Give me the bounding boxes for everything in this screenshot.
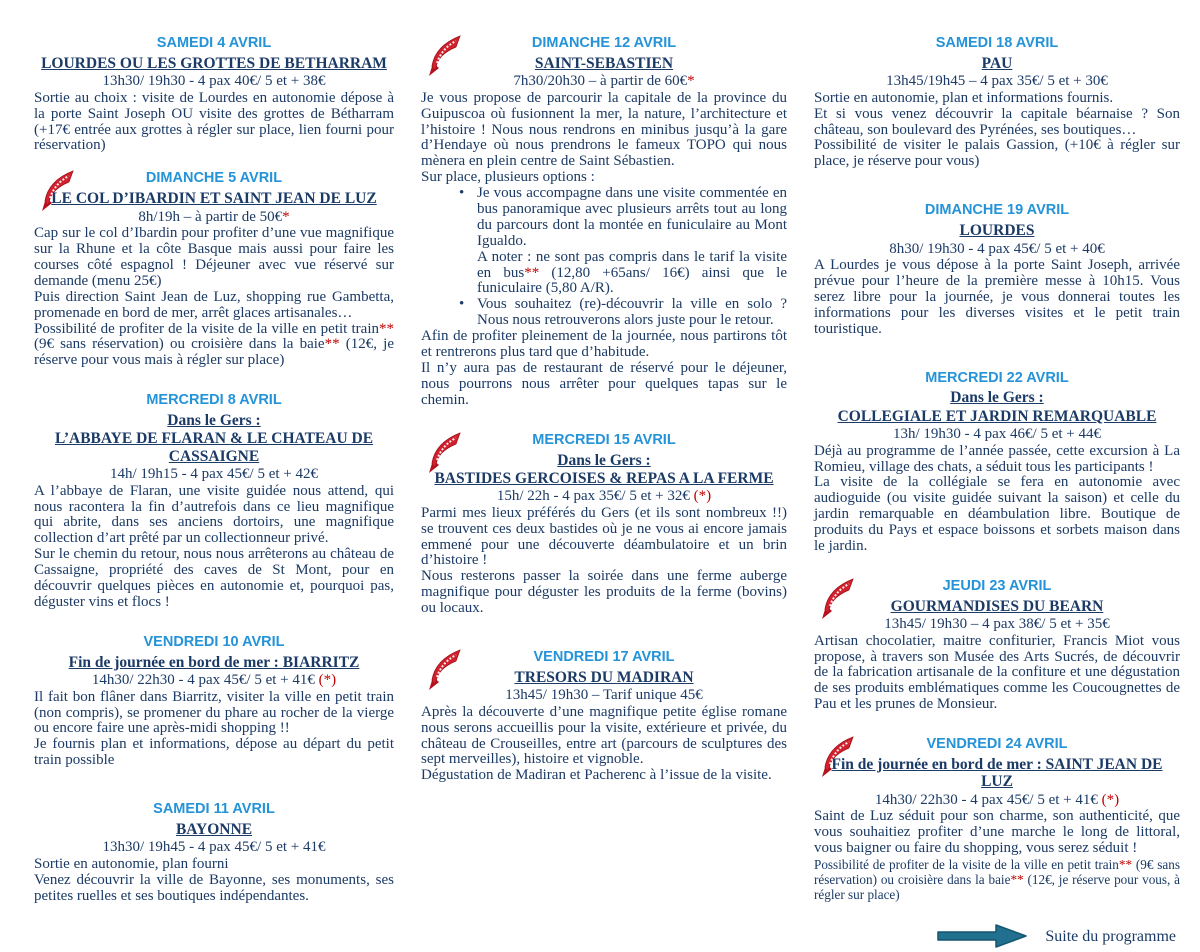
event-paragraph: Nous resterons passer la soirée dans une ferme auberge magnifique pour déguster les produits de la ferme (bovins) ou locaux. [421, 568, 787, 617]
event-title: LOURDES [959, 222, 1035, 240]
event-tariff: 13h30/ 19h30 - 4 pax 40€/ 5 et + 38€ [102, 73, 326, 90]
event-pre-title: Dans le Gers : [557, 451, 651, 469]
event [421, 36, 787, 409]
event-tariff: 13h45/ 19h30 – 4 pax 38€/ 5 et + 35€ [884, 616, 1110, 633]
event [814, 371, 1180, 555]
event-tariff: 8h/19h – à partir de 50€* [138, 208, 290, 225]
red-footnote-marker: ** [524, 264, 540, 281]
event [421, 433, 787, 617]
red-footnote-marker: (*) [318, 672, 337, 689]
event [34, 802, 394, 904]
column [814, 36, 1180, 952]
event-title: Fin de journée en bord de mer : SAINT JEAN DE LUZ [831, 756, 1163, 791]
event-paragraph: Il fait bon flâner dans Biarritz, visiter la ville en petit train (non compris), se promener du phare au rocher de la vierge ou encore faire une après-midi shopping !! [34, 688, 394, 737]
event-title: BASTIDES GERCOISES & REPAS A LA FERME [434, 469, 774, 487]
event-paragraph: Sur le chemin du retour, nous nous arrêterons au château de Cassaigne, propriété des caves de St Mont, pour en découvrir quelques pièces en autonomie et, pourquoi pas, déguster vins et flocs ! [34, 546, 394, 610]
event-pre-title: Dans le Gers : [950, 389, 1044, 407]
event-tariff: 15h/ 22h - 4 pax 35€/ 5 et + 32€ (*) [496, 488, 712, 505]
event-tariff: 8h30/ 19h30 - 4 pax 45€/ 5 et + 40€ [889, 240, 1105, 257]
event-paragraph: Et si vous venez découvrir la capitale béarnaise ? Son château, son boulevard des Pyrénées, ses boutiques… [814, 105, 1180, 138]
event-day: DIMANCHE 5 AVRIL [145, 170, 283, 187]
event-tariff: 14h30/ 22h30 - 4 pax 45€/ 5 et + 41€ (*) [91, 672, 337, 689]
event-paragraph: A l’abbaye de Flaran, une visite guidée nous attend, qui nous racontera la fin d’autrefois dans ce lieu magnifique qui abrite, dans ses anciens dortoirs, une magnifique collection d’art prêté par un collectionneur privé. [34, 482, 394, 547]
event-day: SAMEDI 18 AVRIL [935, 35, 1059, 51]
event-day: SAMEDI 11 AVRIL [153, 801, 275, 818]
event [814, 737, 1180, 902]
event-tariff: 13h45/19h45 – 4 pax 35€/ 5 et + 30€ [886, 73, 1108, 90]
red-footnote-marker: * [687, 73, 695, 90]
new-ribbon-icon [818, 734, 856, 778]
event-title: COLLEGIALE ET JARDIN REMARQUABLE [837, 407, 1157, 425]
event-paragraph: Sur place, plusieurs options : [421, 169, 595, 186]
red-footnote-marker: (*) [1101, 791, 1120, 808]
column [421, 36, 787, 952]
event-day: MERCREDI 8 AVRIL [146, 392, 282, 409]
event [34, 171, 394, 369]
red-footnote-marker: ** [324, 336, 340, 353]
red-footnote-marker: ** [1118, 856, 1133, 872]
event-tariff: 14h30/ 22h30 - 4 pax 45€/ 5 et + 41€ (*) [874, 791, 1120, 808]
event [814, 203, 1180, 337]
event [34, 393, 394, 611]
event-day: SAMEDI 4 AVRIL [156, 35, 272, 51]
event-title: LE COL D’IBARDIN ET SAINT JEAN DE LUZ [51, 190, 377, 208]
event-paragraph: Je fournis plan et informations, dépose au départ du petit train possible [34, 736, 394, 769]
event-day: DIMANCHE 12 AVRIL [531, 35, 677, 51]
event-tariff: 13h/ 19h30 - 4 pax 46€/ 5 et + 44€ [892, 426, 1102, 443]
event-day: JEUDI 23 AVRIL [942, 577, 1052, 594]
new-ribbon-icon [425, 430, 463, 474]
event-paragraph: Possibilité de profiter de la visite de la ville en petit train** (9€ sans réservation) ou croisière dans la baie** (12€, je réserve pour vous, à régler sur place) [814, 856, 1181, 903]
event-paragraph: Puis direction Saint Jean de Luz, shopping rue Gambetta, promenade en bord de mer, arrêt glaces artisanales… [34, 288, 394, 321]
event-paragraph: Cap sur le col d’Ibardin pour profiter d’une vue magnifique sur la Rhune et la côte Basque mais aussi pour faire les courses côté espagnol ! Déjeuner avec vue réservé sur demande (menu 25€) [34, 225, 394, 289]
new-ribbon-icon [425, 647, 463, 691]
event-title: SAINT-SEBASTIEN [534, 54, 674, 72]
event-title: PAU [981, 54, 1013, 72]
event-pre-title: Dans le Gers : [167, 412, 261, 430]
event-tariff: 14h/ 19h15 - 4 pax 45€/ 5 et + 42€ [109, 466, 319, 483]
event-paragraph: Dégustation de Madiran et Pacherenc à l’issue de la visite. [421, 767, 772, 784]
event-paragraph: Afin de profiter pleinement de la journée, nous partirons tôt et rentrerons plus tard que d’habitude. [421, 328, 787, 361]
event-paragraph: Sortie en autonomie, plan et informations fournis. [814, 89, 1114, 106]
new-ribbon-icon [818, 576, 856, 620]
event-paragraph: La visite de la collégiale se fera en autonomie avec audioguide (ou visite guidée suivant la saison) et celle du jardin remarquable en déambulation libre. Boutique de produits du Pays et espace boissons et sorbets maison dans le jardin. [814, 474, 1180, 554]
event [34, 36, 394, 154]
red-footnote-marker: (*) [693, 488, 712, 505]
new-ribbon-icon [425, 33, 463, 77]
event-paragraph: Après la découverte d’une magnifique petite église romane nous serons accueillis pour la visite, extérieure et privée, du château de Crouseilles, entre art (parcours de sculptures des sept merveilles), histoire et vignoble. [421, 703, 787, 768]
event-tariff: 7h30/20h30 – à partir de 60€* [513, 73, 695, 90]
red-footnote-marker: ** [1010, 872, 1024, 888]
event-paragraph: A Lourdes je vous dépose à la porte Saint Joseph, arrivée prévue pour l’heure de la première messe à 10h15. Vous serez libre pour la journée, je vous donnerai toutes les informations pour les diverses visites et le petit train touristique. [814, 257, 1180, 337]
event-paragraph: Artisan chocolatier, maitre confiturier, Francis Miot vous propose, à travers son Musée des Arts Sucrés, de découvrir de la fabrication artisanale de la confiture et une dégustation de ses produits emblématiques comme les Coucougnettes de Pau et les prunes de Monsieur. [814, 632, 1180, 713]
new-ribbon-icon [38, 168, 76, 212]
event-paragraph: Sortie en autonomie, plan fourni [34, 855, 229, 872]
event-title: BAYONNE [175, 821, 253, 838]
event-tariff: 13h45/ 19h30 – Tarif unique 45€ [505, 687, 703, 704]
red-footnote-marker: * [282, 208, 290, 225]
event-tariff: 13h30/ 19h45 - 4 pax 45€/ 5 et + 41€ [102, 839, 326, 856]
event [421, 650, 787, 784]
event-paragraph: • Je vous accompagne dans une visite commentée en bus panoramique avec plusieurs arrêts tout au long du parcours dont la montée en funiculaire au Mont Igualdo. [421, 186, 787, 250]
event-paragraph: Il n’y aura pas de restaurant de réservé pour le déjeuner, nous pourrons nous arrêter pour quelques tapas sur le chemin. [421, 359, 787, 408]
event-title: GOURMANDISES DU BEARN [890, 597, 1104, 615]
event-paragraph: Possibilité de visiter le palais Gassion, (+10€ à régler sur place, je réserve pour vous) [814, 137, 1180, 170]
event-paragraph: • Vous souhaitez (re)-découvrir la ville en solo ? Nous nous retrouverons alors juste pour le retour. [421, 297, 787, 329]
event-paragraph: A noter : ne sont pas compris dans le tarif la visite en bus** (12,80 +65ans/ 16€) ainsi que le funiculaire (5,80 A/R). [477, 248, 787, 297]
event-title: Fin de journée en bord de mer : BIARRITZ [68, 653, 360, 671]
footer [814, 920, 1180, 952]
event-day: MERCREDI 22 AVRIL [925, 369, 1069, 386]
event-day: MERCREDI 15 AVRIL [532, 431, 676, 448]
event [34, 635, 394, 769]
event-paragraph: Je vous propose de parcourir la capitale de la province du Guipuscoa où fusionnent la mer, la nature, l’architecture et l’histoire ! Nous nous rendrons en minibus jusqu’à la gare d’Hendaye où nous prendrons le fameux TOPO qui nous mènera en plein centre de Saint Sébastien. [421, 89, 787, 170]
event-day: DIMANCHE 19 AVRIL [924, 202, 1070, 219]
event-paragraph: Possibilité de profiter de la visite de la ville en petit train** (9€ sans réservation) ou croisière dans la baie** (12€, je réserve pour vous mais à régler sur place) [34, 320, 394, 369]
event-title: LOURDES OU LES GROTTES DE BETHARRAM [41, 54, 387, 72]
event-paragraph: Parmi mes lieux préférés du Gers (et ils sont nombreux !!) se trouvent ces deux bastides où je ne vous ai encore jamais emmené pour une découverte déambulatoire et un brin d’histoire ! [421, 504, 787, 569]
event-day: VENDREDI 17 AVRIL [533, 649, 675, 665]
event-paragraph: Sortie au choix : visite de Lourdes en autonomie dépose à la porte Saint Joseph OU visite des grottes de Bétharram (+17€ entrée aux grottes à régler sur place, lien fourni pour réservation) [34, 89, 394, 154]
event-day: VENDREDI 10 AVRIL [143, 633, 285, 650]
column [34, 36, 394, 952]
event-paragraph: Venez découvrir la ville de Bayonne, ses monuments, ses petites ruelles et ses boutiques indépendantes. [34, 871, 394, 904]
event [814, 579, 1180, 713]
event-day: VENDREDI 24 AVRIL [926, 736, 1068, 753]
red-footnote-marker: ** [379, 320, 394, 337]
event-title: L’ABBAYE DE FLARAN & LE CHATEAU DE CASSAIGNE [54, 430, 374, 465]
event-title: TRESORS DU MADIRAN [514, 668, 694, 686]
event-paragraph: Déjà au programme de l’année passée, cette excursion à La Romieu, village des chats, a séduit tous les participants ! [814, 442, 1180, 475]
arrow-right-icon [934, 920, 1030, 952]
event-paragraph: Saint de Luz séduit pour son charme, son authenticité, que vous souhaitiez profiter d’une marche le long de littoral, vous baigner ou faire du shopping, vous serez séduit ! [814, 808, 1180, 857]
footer-label: Suite du programme [1045, 927, 1176, 945]
event [814, 36, 1180, 170]
